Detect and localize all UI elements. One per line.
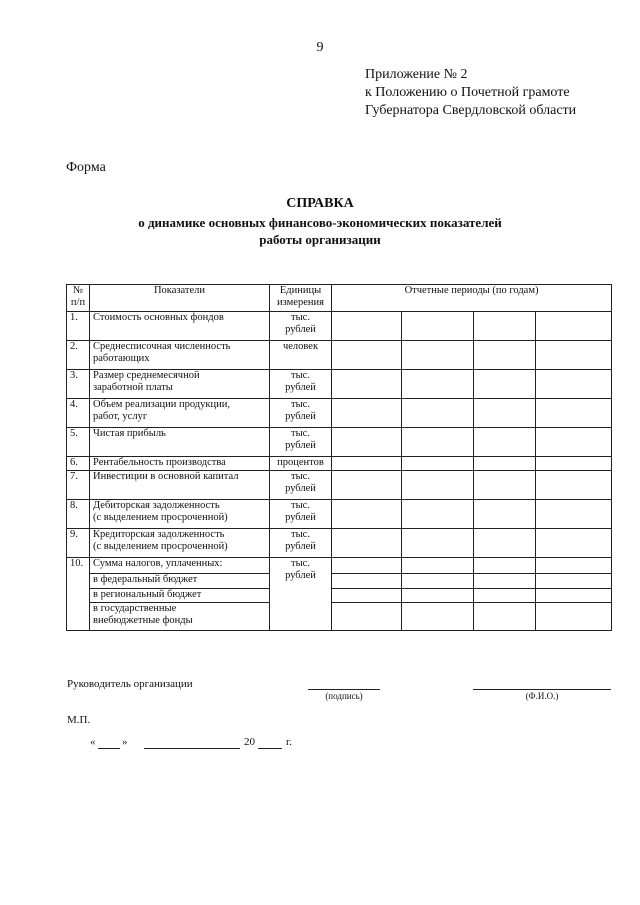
period-cell[interactable] <box>332 341 402 370</box>
period-cell[interactable] <box>402 370 474 399</box>
header-periods: Отчетные периоды (по годам) <box>332 285 612 312</box>
table-row-taxes-federal <box>67 574 612 589</box>
period-cell[interactable] <box>536 399 612 428</box>
row-unit: тыс. рублей <box>270 471 332 500</box>
period-cell[interactable] <box>536 603 612 631</box>
indicators-table <box>66 284 612 631</box>
period-cell[interactable] <box>402 603 474 631</box>
period-cell[interactable] <box>402 500 474 529</box>
stamp-place: М.П. <box>67 714 91 726</box>
row-name: в государственные внебюджетные фонды <box>90 603 270 631</box>
row-num: 7. <box>67 471 90 500</box>
table-header-row <box>67 285 612 312</box>
row-name: Чистая прибыль <box>90 428 270 457</box>
row-name: Кредиторская задолженность (с выделением просроченной) <box>90 529 270 558</box>
period-cell[interactable] <box>402 589 474 603</box>
period-cell[interactable] <box>474 341 536 370</box>
period-cell[interactable] <box>474 589 536 603</box>
row-unit: процентов <box>270 457 332 471</box>
row-name: Среднесписочная численность работающих <box>90 341 270 370</box>
appendix-block <box>365 66 576 120</box>
period-cell[interactable] <box>474 529 536 558</box>
table-row <box>67 457 612 471</box>
year-prefix: 20 <box>244 736 255 748</box>
row-unit: тыс. рублей <box>270 529 332 558</box>
table-row-taxes-funds <box>67 603 612 631</box>
period-cell[interactable] <box>474 603 536 631</box>
row-unit: тыс. рублей <box>270 370 332 399</box>
row-num: 1. <box>67 312 90 341</box>
row-name: Рентабельность производства <box>90 457 270 471</box>
year-line[interactable] <box>258 748 282 749</box>
row-name: Размер среднемесячной заработной платы <box>90 370 270 399</box>
quote-close: » <box>122 736 128 748</box>
appendix-line-2: к Положению о Почетной грамоте <box>365 85 570 100</box>
period-cell[interactable] <box>536 457 612 471</box>
period-cell[interactable] <box>402 399 474 428</box>
subtitle-line-2: работы организации <box>259 232 381 247</box>
table-row <box>67 341 612 370</box>
page-number: 9 <box>316 40 324 55</box>
period-cell[interactable] <box>474 428 536 457</box>
header-units: Единицы измерения <box>270 285 332 312</box>
table-row-taxes-regional <box>67 589 612 603</box>
period-cell[interactable] <box>474 558 536 574</box>
month-line[interactable] <box>144 748 240 749</box>
row-unit: тыс. рублей <box>270 312 332 341</box>
period-cell[interactable] <box>402 457 474 471</box>
header-indicators: Показатели <box>90 285 270 312</box>
subtitle-line-1: о динамике основных финансово-экономических показателей <box>138 215 502 230</box>
period-cell[interactable] <box>332 370 402 399</box>
period-cell[interactable] <box>536 500 612 529</box>
year-suffix: г. <box>286 736 293 748</box>
period-cell[interactable] <box>332 589 402 603</box>
appendix-line-3: Губернатора Свердловской области <box>365 103 577 118</box>
period-cell[interactable] <box>332 500 402 529</box>
fio-line[interactable] <box>473 689 611 690</box>
row-unit: тыс. рублей <box>270 558 332 631</box>
row-name: в федеральный бюджет <box>90 574 270 589</box>
row-num: 9. <box>67 529 90 558</box>
fio-caption: (Ф.И.О.) <box>525 691 559 701</box>
signature-line[interactable] <box>308 689 380 690</box>
period-cell[interactable] <box>402 574 474 589</box>
period-cell[interactable] <box>536 589 612 603</box>
period-cell[interactable] <box>402 529 474 558</box>
row-num: 2. <box>67 341 90 370</box>
period-cell[interactable] <box>474 574 536 589</box>
row-num: 5. <box>67 428 90 457</box>
head-label: Руководитель организации <box>67 678 193 690</box>
period-cell[interactable] <box>332 428 402 457</box>
period-cell[interactable] <box>536 341 612 370</box>
row-name: Сумма налогов, уплаченных: <box>90 558 270 574</box>
period-cell[interactable] <box>536 558 612 574</box>
row-num: 8. <box>67 500 90 529</box>
document-subtitle <box>0 214 640 248</box>
table-row <box>67 471 612 500</box>
period-cell[interactable] <box>536 312 612 341</box>
period-cell[interactable] <box>536 370 612 399</box>
day-line[interactable] <box>98 748 120 749</box>
row-num: 4. <box>67 399 90 428</box>
period-cell[interactable] <box>536 574 612 589</box>
row-num: 6. <box>67 457 90 471</box>
row-name: Объем реализации продукции, работ, услуг <box>90 399 270 428</box>
period-cell[interactable] <box>332 471 402 500</box>
row-name: в региональный бюджет <box>90 589 270 603</box>
row-num: 10. <box>67 558 90 631</box>
row-num: 3. <box>67 370 90 399</box>
period-cell[interactable] <box>536 471 612 500</box>
table-row-taxes <box>67 558 612 574</box>
period-cell[interactable] <box>402 428 474 457</box>
row-unit: тыс. рублей <box>270 500 332 529</box>
appendix-line-1: Приложение № 2 <box>365 67 468 82</box>
period-cell[interactable] <box>332 399 402 428</box>
row-name: Дебиторская задолженность (с выделением просроченной) <box>90 500 270 529</box>
period-cell[interactable] <box>332 312 402 341</box>
table-row <box>67 428 612 457</box>
table-row <box>67 399 612 428</box>
period-cell[interactable] <box>332 529 402 558</box>
period-cell[interactable] <box>474 500 536 529</box>
row-name: Стоимость основных фондов <box>90 312 270 341</box>
period-cell[interactable] <box>536 428 612 457</box>
form-label: Форма <box>66 160 106 175</box>
period-cell[interactable] <box>474 471 536 500</box>
signature-caption: (подпись) <box>325 691 363 701</box>
document-title: СПРАВКА <box>286 196 354 211</box>
row-unit: тыс. рублей <box>270 428 332 457</box>
period-cell[interactable] <box>402 312 474 341</box>
period-cell[interactable] <box>474 312 536 341</box>
table-row <box>67 529 612 558</box>
period-cell[interactable] <box>474 399 536 428</box>
period-cell[interactable] <box>402 341 474 370</box>
period-cell[interactable] <box>332 457 402 471</box>
period-cell[interactable] <box>332 603 402 631</box>
table-row <box>67 500 612 529</box>
row-name: Инвестиции в основной капитал <box>90 471 270 500</box>
period-cell[interactable] <box>332 558 402 574</box>
table-row <box>67 312 612 341</box>
period-cell[interactable] <box>536 529 612 558</box>
period-cell[interactable] <box>402 471 474 500</box>
period-cell[interactable] <box>402 558 474 574</box>
table-row <box>67 370 612 399</box>
row-unit: человек <box>270 341 332 370</box>
period-cell[interactable] <box>474 457 536 471</box>
quote-open: « <box>90 736 96 748</box>
period-cell[interactable] <box>332 574 402 589</box>
period-cell[interactable] <box>474 370 536 399</box>
header-num: № п/п <box>67 285 90 312</box>
row-unit: тыс. рублей <box>270 399 332 428</box>
